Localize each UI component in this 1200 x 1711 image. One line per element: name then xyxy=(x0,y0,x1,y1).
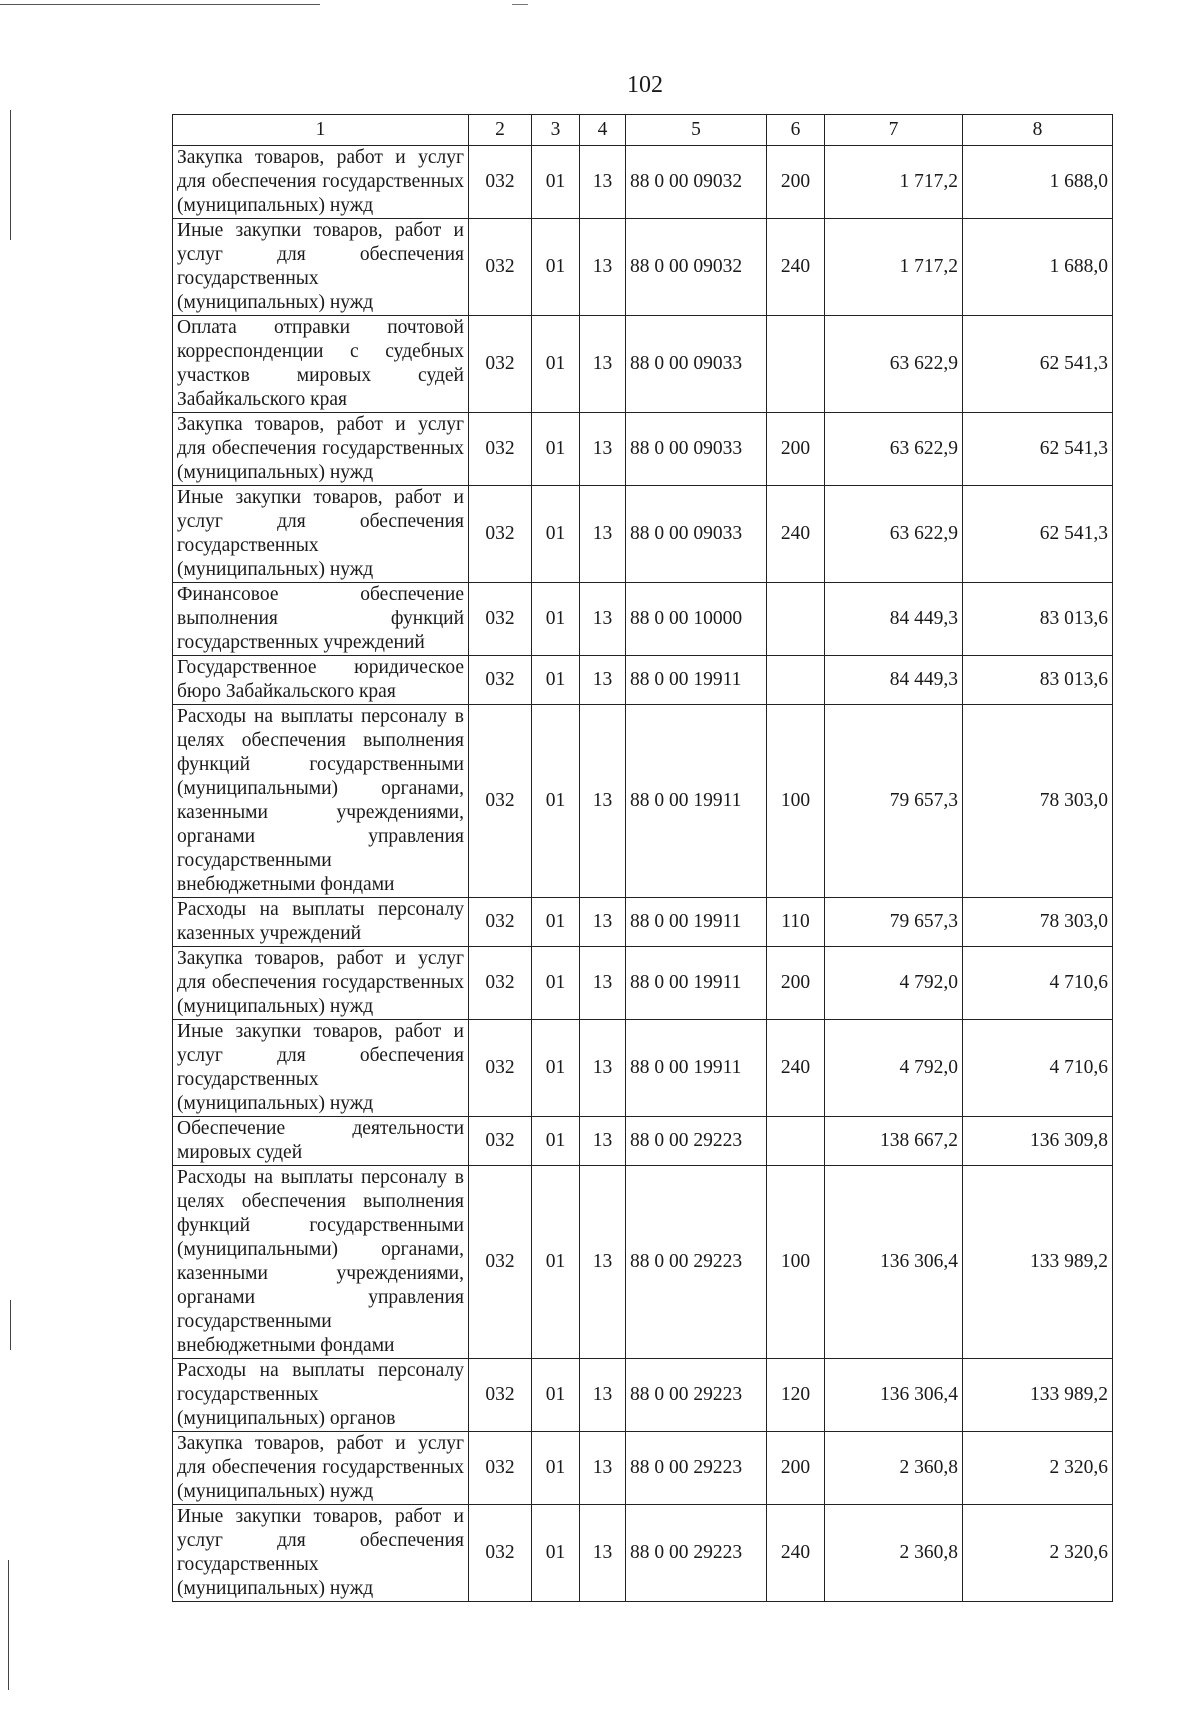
table-row xyxy=(173,947,1113,1020)
section-code-cell: 01 xyxy=(532,413,580,486)
section-code-cell: 01 xyxy=(532,705,580,898)
expense-type-cell: 200 xyxy=(767,413,825,486)
section-code-cell: 01 xyxy=(532,898,580,947)
subsection-code-cell: 13 xyxy=(580,1117,626,1166)
department-code-cell: 032 xyxy=(469,1166,532,1359)
department-code-cell: 032 xyxy=(469,656,532,705)
table-row xyxy=(173,656,1113,705)
amount-col7-cell: 63 622,9 xyxy=(825,413,963,486)
target-article-cell: 88 0 00 19911 xyxy=(626,656,767,705)
subsection-code-cell: 13 xyxy=(580,656,626,705)
section-code-cell: 01 xyxy=(532,583,580,656)
target-article-cell: 88 0 00 09032 xyxy=(626,146,767,219)
target-article-cell: 88 0 00 09033 xyxy=(626,316,767,413)
row-name-cell: Закупка товаров, работ и услуг для обеспечения государственных (муниципальных) нужд xyxy=(173,146,469,219)
expense-type-cell: 240 xyxy=(767,486,825,583)
section-code-cell: 01 xyxy=(532,219,580,316)
amount-col7-cell: 4 792,0 xyxy=(825,947,963,1020)
department-code-cell: 032 xyxy=(469,413,532,486)
table-row xyxy=(173,1505,1113,1602)
amount-col8-cell: 4 710,6 xyxy=(963,1020,1113,1117)
table-row xyxy=(173,898,1113,947)
table-row xyxy=(173,486,1113,583)
subsection-code-cell: 13 xyxy=(580,219,626,316)
amount-col7-cell: 84 449,3 xyxy=(825,583,963,656)
table-row xyxy=(173,219,1113,316)
target-article-cell: 88 0 00 29223 xyxy=(626,1505,767,1602)
table-row xyxy=(173,1020,1113,1117)
section-code-cell: 01 xyxy=(532,656,580,705)
amount-col8-cell: 2 320,6 xyxy=(963,1505,1113,1602)
section-code-cell: 01 xyxy=(532,1166,580,1359)
department-code-cell: 032 xyxy=(469,316,532,413)
subsection-code-cell: 13 xyxy=(580,1359,626,1432)
department-code-cell: 032 xyxy=(469,219,532,316)
amount-col8-cell: 78 303,0 xyxy=(963,898,1113,947)
expense-type-cell: 240 xyxy=(767,1505,825,1602)
subsection-code-cell: 13 xyxy=(580,705,626,898)
budget-table xyxy=(172,114,1113,1602)
target-article-cell: 88 0 00 09032 xyxy=(626,219,767,316)
target-article-cell: 88 0 00 19911 xyxy=(626,705,767,898)
header-cell: 5 xyxy=(626,115,767,146)
header-cell: 7 xyxy=(825,115,963,146)
expense-type-cell: 110 xyxy=(767,898,825,947)
row-name-cell: Иные закупки товаров, работ и услуг для обеспечения государственных (муниципальных) нужд xyxy=(173,486,469,583)
expense-type-cell: 200 xyxy=(767,1432,825,1505)
target-article-cell: 88 0 00 19911 xyxy=(626,947,767,1020)
header-cell: 6 xyxy=(767,115,825,146)
amount-col8-cell: 136 309,8 xyxy=(963,1117,1113,1166)
expense-type-cell: 120 xyxy=(767,1359,825,1432)
expense-type-cell: 200 xyxy=(767,947,825,1020)
amount-col8-cell: 133 989,2 xyxy=(963,1359,1113,1432)
row-name-cell: Закупка товаров, работ и услуг для обеспечения государственных (муниципальных) нужд xyxy=(173,947,469,1020)
table-row xyxy=(173,583,1113,656)
section-code-cell: 01 xyxy=(532,1432,580,1505)
department-code-cell: 032 xyxy=(469,1117,532,1166)
target-article-cell: 88 0 00 29223 xyxy=(626,1166,767,1359)
target-article-cell: 88 0 00 09033 xyxy=(626,486,767,583)
expense-type-cell: 100 xyxy=(767,1166,825,1359)
amount-col8-cell: 62 541,3 xyxy=(963,413,1113,486)
amount-col7-cell: 84 449,3 xyxy=(825,656,963,705)
amount-col7-cell: 136 306,4 xyxy=(825,1359,963,1432)
amount-col8-cell: 133 989,2 xyxy=(963,1166,1113,1359)
row-name-cell: Иные закупки товаров, работ и услуг для обеспечения государственных (муниципальных) нужд xyxy=(173,1020,469,1117)
row-name-cell: Обеспечение деятельности мировых судей xyxy=(173,1117,469,1166)
left-margin-mark xyxy=(8,1560,9,1690)
header-cell: 2 xyxy=(469,115,532,146)
department-code-cell: 032 xyxy=(469,1432,532,1505)
left-margin-mark xyxy=(10,110,11,240)
department-code-cell: 032 xyxy=(469,947,532,1020)
header-cell: 1 xyxy=(173,115,469,146)
amount-col7-cell: 2 360,8 xyxy=(825,1432,963,1505)
table-row xyxy=(173,705,1113,898)
table-row xyxy=(173,413,1113,486)
table-row xyxy=(173,316,1113,413)
amount-col8-cell: 83 013,6 xyxy=(963,656,1113,705)
subsection-code-cell: 13 xyxy=(580,146,626,219)
subsection-code-cell: 13 xyxy=(580,1505,626,1602)
expense-type-cell xyxy=(767,656,825,705)
header-row xyxy=(173,115,1113,146)
table-row xyxy=(173,146,1113,219)
amount-col7-cell: 2 360,8 xyxy=(825,1505,963,1602)
row-name-cell: Государственное юридическое бюро Забайкальского края xyxy=(173,656,469,705)
row-name-cell: Закупка товаров, работ и услуг для обеспечения государственных (муниципальных) нужд xyxy=(173,1432,469,1505)
section-code-cell: 01 xyxy=(532,947,580,1020)
subsection-code-cell: 13 xyxy=(580,316,626,413)
amount-col7-cell: 79 657,3 xyxy=(825,705,963,898)
table-row xyxy=(173,1359,1113,1432)
amount-col8-cell: 1 688,0 xyxy=(963,219,1113,316)
amount-col8-cell: 1 688,0 xyxy=(963,146,1113,219)
target-article-cell: 88 0 00 29223 xyxy=(626,1117,767,1166)
expense-type-cell: 240 xyxy=(767,219,825,316)
amount-col7-cell: 1 717,2 xyxy=(825,146,963,219)
subsection-code-cell: 13 xyxy=(580,583,626,656)
table-row xyxy=(173,1166,1113,1359)
expense-type-cell: 100 xyxy=(767,705,825,898)
row-name-cell: Иные закупки товаров, работ и услуг для обеспечения государственных (муниципальных) нужд xyxy=(173,219,469,316)
department-code-cell: 032 xyxy=(469,1505,532,1602)
subsection-code-cell: 13 xyxy=(580,413,626,486)
amount-col8-cell: 2 320,6 xyxy=(963,1432,1113,1505)
department-code-cell: 032 xyxy=(469,898,532,947)
expense-type-cell: 240 xyxy=(767,1020,825,1117)
subsection-code-cell: 13 xyxy=(580,1432,626,1505)
amount-col7-cell: 79 657,3 xyxy=(825,898,963,947)
top-dash xyxy=(512,4,528,5)
row-name-cell: Расходы на выплаты персоналу казенных учреждений xyxy=(173,898,469,947)
amount-col7-cell: 4 792,0 xyxy=(825,1020,963,1117)
section-code-cell: 01 xyxy=(532,1020,580,1117)
amount-col8-cell: 78 303,0 xyxy=(963,705,1113,898)
subsection-code-cell: 13 xyxy=(580,947,626,1020)
target-article-cell: 88 0 00 29223 xyxy=(626,1432,767,1505)
row-name-cell: Иные закупки товаров, работ и услуг для обеспечения государственных (муниципальных) нужд xyxy=(173,1505,469,1602)
section-code-cell: 01 xyxy=(532,1117,580,1166)
target-article-cell: 88 0 00 19911 xyxy=(626,898,767,947)
department-code-cell: 032 xyxy=(469,583,532,656)
department-code-cell: 032 xyxy=(469,146,532,219)
amount-col7-cell: 136 306,4 xyxy=(825,1166,963,1359)
row-name-cell: Финансовое обеспечение выполнения функций государственных учреждений xyxy=(173,583,469,656)
amount-col8-cell: 4 710,6 xyxy=(963,947,1113,1020)
table-row xyxy=(173,1432,1113,1505)
table-row xyxy=(173,1117,1113,1166)
department-code-cell: 032 xyxy=(469,1020,532,1117)
section-code-cell: 01 xyxy=(532,1505,580,1602)
subsection-code-cell: 13 xyxy=(580,1020,626,1117)
expense-type-cell xyxy=(767,1117,825,1166)
target-article-cell: 88 0 00 09033 xyxy=(626,413,767,486)
subsection-code-cell: 13 xyxy=(580,1166,626,1359)
expense-type-cell xyxy=(767,583,825,656)
subsection-code-cell: 13 xyxy=(580,486,626,583)
header-cell: 8 xyxy=(963,115,1113,146)
amount-col8-cell: 62 541,3 xyxy=(963,316,1113,413)
amount-col8-cell: 62 541,3 xyxy=(963,486,1113,583)
row-name-cell: Оплата отправки почтовой корреспонденции с судебных участков мировых судей Забайкальского края xyxy=(173,316,469,413)
row-name-cell: Расходы на выплаты персоналу в целях обеспечения выполнения функций государственными (муниципальными) органами, казенными учреждениями, органами управления государственными внебюджетными фондами xyxy=(173,1166,469,1359)
amount-col7-cell: 63 622,9 xyxy=(825,316,963,413)
expense-type-cell xyxy=(767,316,825,413)
subsection-code-cell: 13 xyxy=(580,898,626,947)
row-name-cell: Закупка товаров, работ и услуг для обеспечения государственных (муниципальных) нужд xyxy=(173,413,469,486)
top-rule xyxy=(0,4,320,5)
department-code-cell: 032 xyxy=(469,1359,532,1432)
target-article-cell: 88 0 00 19911 xyxy=(626,1020,767,1117)
header-cell: 3 xyxy=(532,115,580,146)
section-code-cell: 01 xyxy=(532,316,580,413)
department-code-cell: 032 xyxy=(469,705,532,898)
section-code-cell: 01 xyxy=(532,1359,580,1432)
amount-col8-cell: 83 013,6 xyxy=(963,583,1113,656)
department-code-cell: 032 xyxy=(469,486,532,583)
left-margin-mark xyxy=(10,1300,11,1350)
amount-col7-cell: 138 667,2 xyxy=(825,1117,963,1166)
row-name-cell: Расходы на выплаты персоналу государственных (муниципальных) органов xyxy=(173,1359,469,1432)
target-article-cell: 88 0 00 10000 xyxy=(626,583,767,656)
target-article-cell: 88 0 00 29223 xyxy=(626,1359,767,1432)
row-name-cell: Расходы на выплаты персоналу в целях обеспечения выполнения функций государственными (муниципальными) органами, казенными учреждениями, органами управления государственными внебюджетными фондами xyxy=(173,705,469,898)
header-cell: 4 xyxy=(580,115,626,146)
page-number: 102 xyxy=(627,72,663,98)
amount-col7-cell: 63 622,9 xyxy=(825,486,963,583)
section-code-cell: 01 xyxy=(532,146,580,219)
section-code-cell: 01 xyxy=(532,486,580,583)
amount-col7-cell: 1 717,2 xyxy=(825,219,963,316)
expense-type-cell: 200 xyxy=(767,146,825,219)
